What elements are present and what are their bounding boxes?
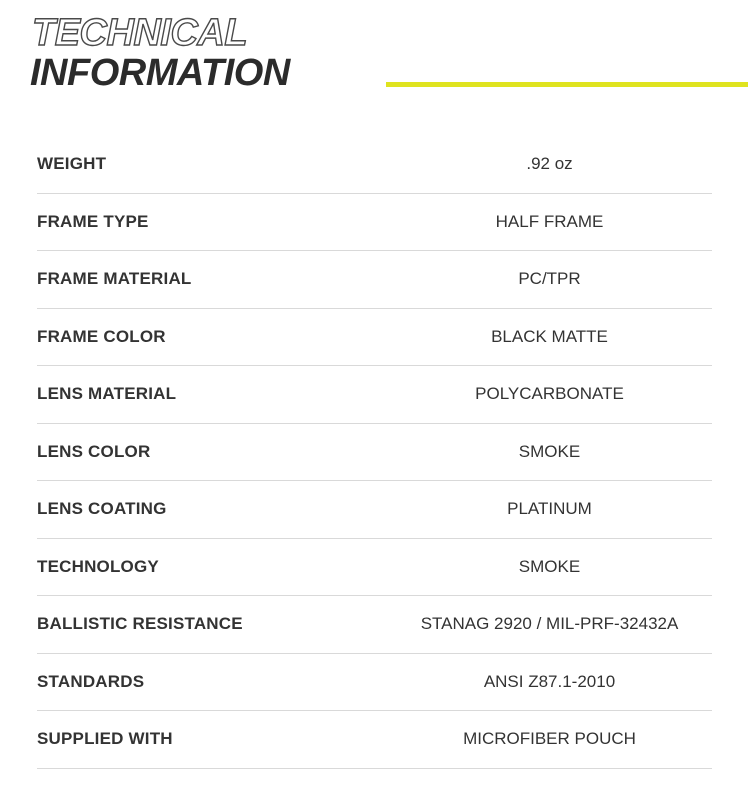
table-row (37, 136, 712, 193)
spec-label-frame-color: FRAME COLOR (37, 308, 387, 366)
spec-value-frame-material: PC/TPR (387, 251, 712, 309)
spec-label-lens-material: LENS MATERIAL (37, 366, 387, 424)
table-row (37, 711, 712, 769)
spec-label-technology: TECHNOLOGY (37, 538, 387, 596)
spec-value-frame-color: BLACK MATTE (387, 308, 712, 366)
table-row (37, 308, 712, 366)
table-row (37, 596, 712, 654)
spec-label-ballistic-resistance: BALLISTIC RESISTANCE (37, 596, 387, 654)
spec-value-lens-material: POLYCARBONATE (387, 366, 712, 424)
spec-label-lens-coating: LENS COATING (37, 481, 387, 539)
spec-value-frame-type: HALF FRAME (387, 193, 712, 251)
spec-label-standards: STANDARDS (37, 653, 387, 711)
title-solid-line: INFORMATION (30, 52, 290, 94)
spec-value-lens-color: SMOKE (387, 423, 712, 481)
spec-value-ballistic-resistance: STANAG 2920 / MIL-PRF-32432A (387, 596, 712, 654)
spec-label-frame-type: FRAME TYPE (37, 193, 387, 251)
title-outline-line: TECHNICAL (32, 12, 248, 54)
table-row (37, 193, 712, 251)
table-row (37, 251, 712, 309)
table-row (37, 423, 712, 481)
spec-value-standards: ANSI Z87.1-2010 (387, 653, 712, 711)
accent-divider (386, 82, 748, 87)
spec-label-supplied-with: SUPPLIED WITH (37, 711, 387, 769)
spec-label-weight: WEIGHT (37, 136, 387, 193)
spec-label-lens-color: LENS COLOR (37, 423, 387, 481)
table-row (37, 653, 712, 711)
technical-specs-table (37, 136, 712, 769)
spec-value-lens-coating: PLATINUM (387, 481, 712, 539)
spec-value-technology: SMOKE (387, 538, 712, 596)
spec-label-frame-material: FRAME MATERIAL (37, 251, 387, 309)
table-row (37, 538, 712, 596)
table-row (37, 366, 712, 424)
table-row (37, 481, 712, 539)
spec-value-supplied-with: MICROFIBER POUCH (387, 711, 712, 769)
page-header (0, 0, 748, 110)
spec-value-weight: .92 oz (387, 136, 712, 193)
